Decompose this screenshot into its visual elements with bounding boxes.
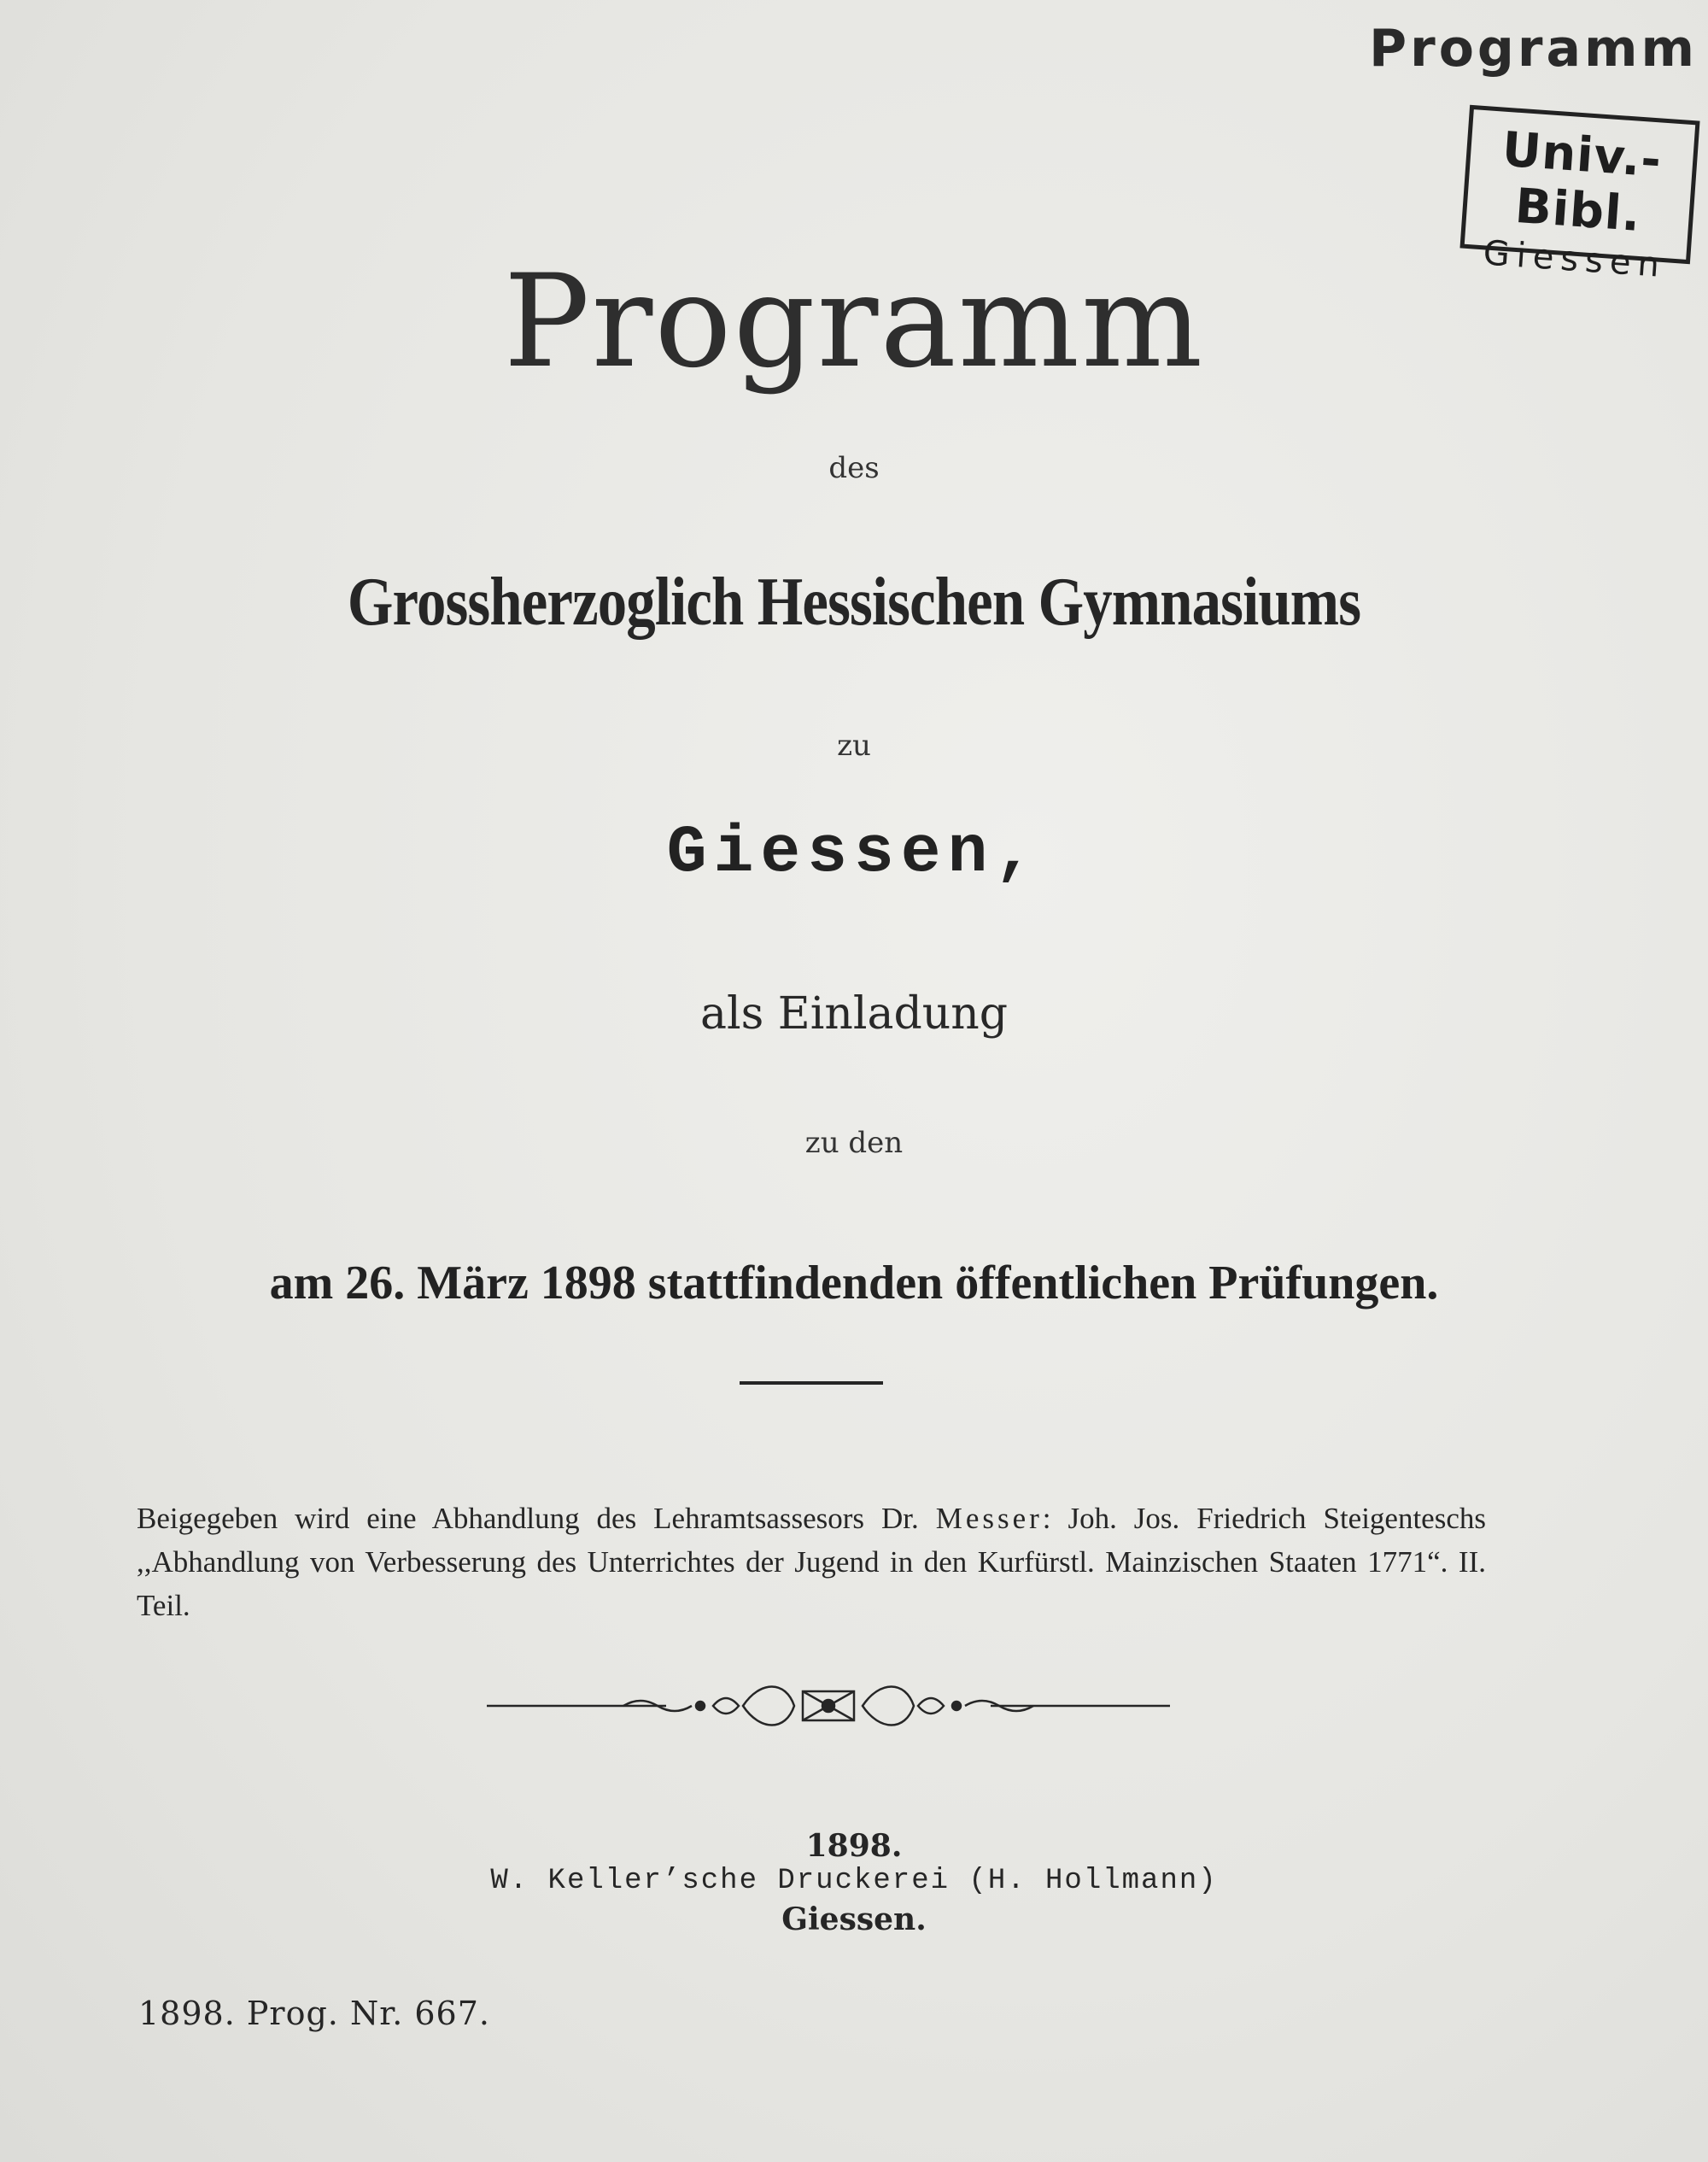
imprint-place: Giessen. [781, 1901, 927, 1937]
exam-line: am 26. März 1898 stattfindenden öffentlichen Prüfungen. [269, 1257, 1439, 1310]
zu-den-text: zu den [804, 1126, 904, 1160]
des-text: des [828, 451, 880, 485]
ornament-divider [487, 1684, 1170, 1727]
appendix-author: Messer [935, 1502, 1043, 1535]
library-stamp-line2: Giessen [1482, 233, 1668, 286]
document-title: Programm [503, 248, 1205, 396]
program-stamp-text: Programm [1369, 19, 1698, 79]
library-stamp-line1: Univ.-Bibl. [1500, 121, 1664, 243]
appendix-part1: Beigegeben wird eine Abhandlung des Lehramtsassesors Dr. [137, 1502, 919, 1535]
appendix-paragraph [137, 1497, 1486, 1627]
appendix-part2: : Joh. Jos. Friedrich Steigenteschs ,,Abhandlung von Verbesserung des Unterrichtes der Jugend in den Kurfürstl. Mainzischen Staaten 1771“. II. Teil. [137, 1502, 1486, 1622]
invitation-text: als Einladung [699, 988, 1009, 1040]
imprint-year: 1898. [805, 1828, 903, 1864]
divider-rule [740, 1381, 883, 1385]
zu-text: zu [837, 729, 871, 763]
school-name: Grossherzoglich Hessischen Gymnasiums [347, 565, 1361, 640]
library-stamp [1459, 105, 1699, 286]
program-number: 1898. Prog. Nr. 667. [138, 1995, 490, 2032]
city-name: Giessen, [666, 816, 1042, 891]
imprint-printer: W. Keller’sche Druckerei (H. Hollmann) [490, 1865, 1218, 1897]
